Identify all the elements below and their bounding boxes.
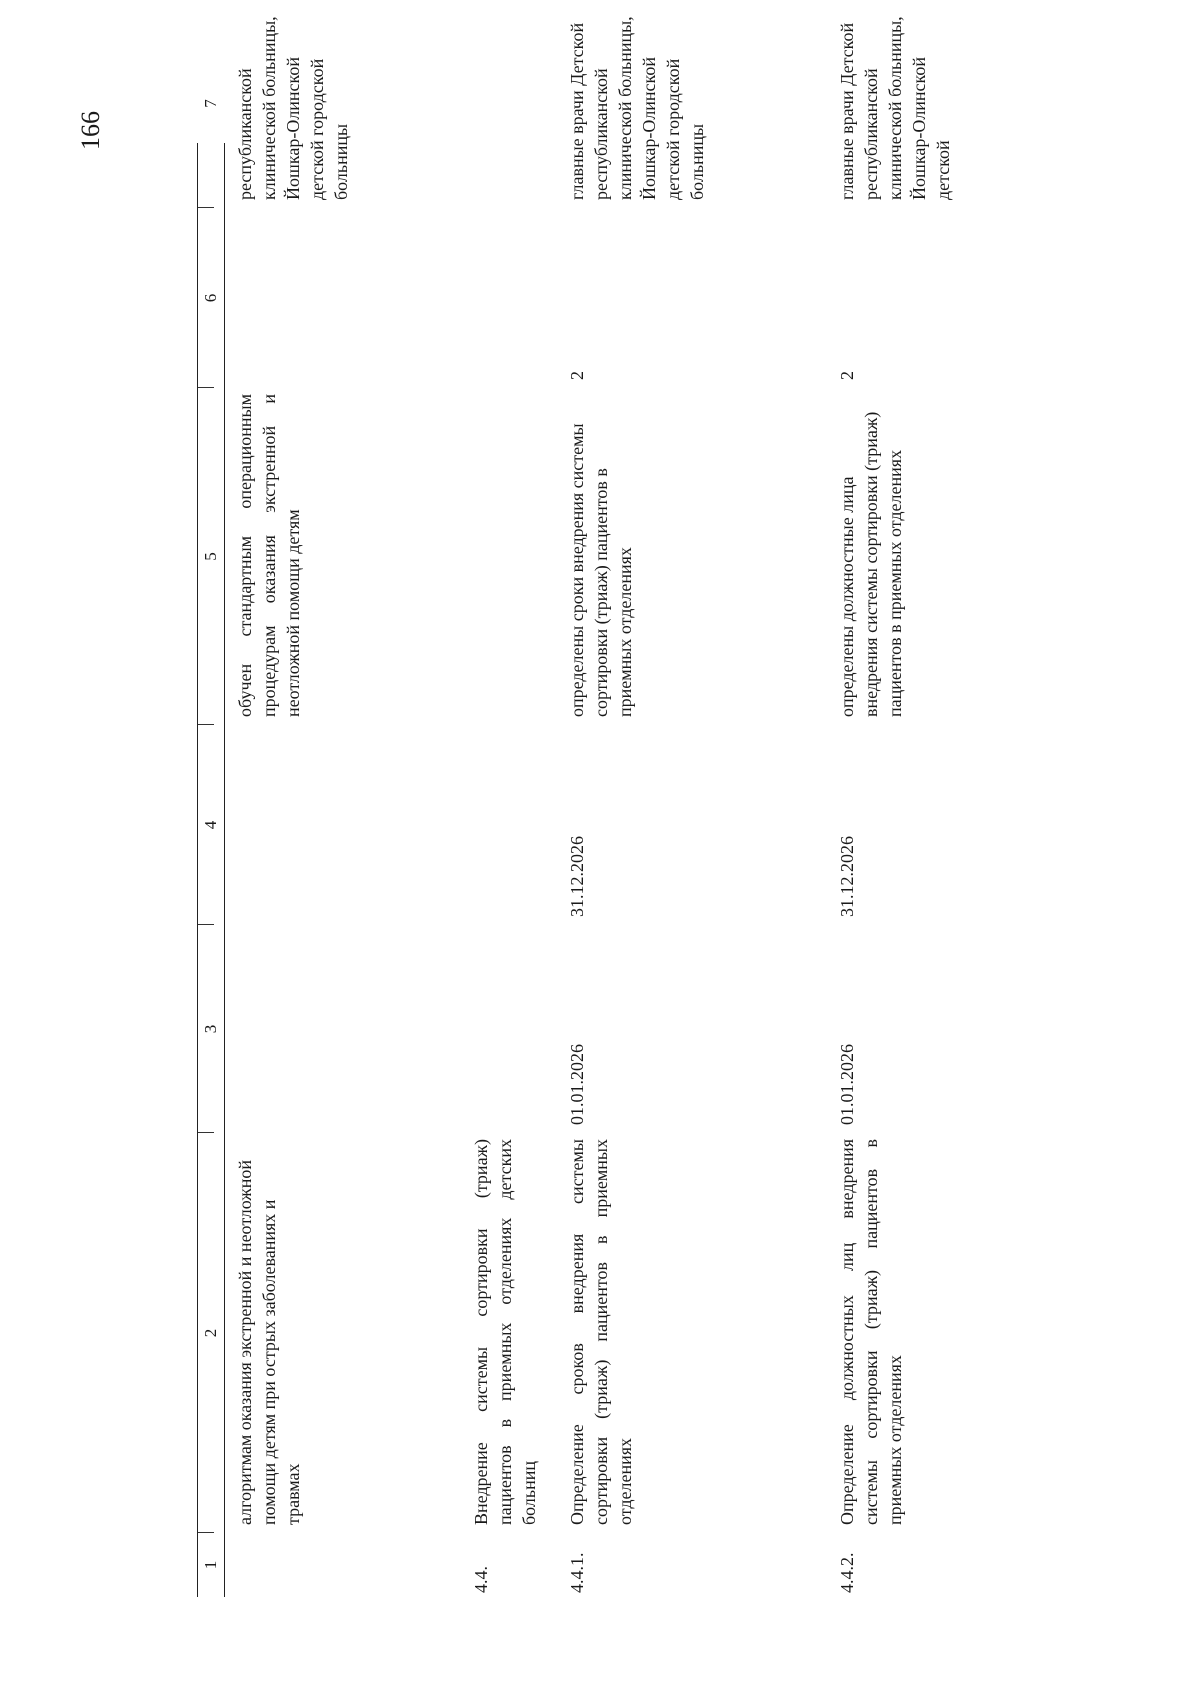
row-number	[233, 1533, 469, 1597]
end-date	[469, 725, 565, 925]
row-number: 4.4.	[471, 1566, 491, 1593]
table-row	[565, 16, 835, 1597]
page-number: 166	[76, 111, 105, 150]
col6-value: 2	[567, 371, 587, 380]
header-col-1: 1	[201, 1560, 220, 1570]
event-description: Определение сроков внедрения системы сортировки (триаж) пациентов в приемных отделениях	[567, 1139, 635, 1525]
table-header-row	[197, 99, 225, 1597]
header-col-3: 3	[198, 925, 224, 1133]
expected-result: определены сроки внедрения системы сортировки (триаж) пациентов в приемных отделениях	[567, 423, 635, 717]
event-description: алгоритмам оказания экстренной и неотложной помощи детям при острых заболеваниях и травмах	[235, 1160, 303, 1525]
expected-result: обучен стандартным операционным процедурам оказания экстренной и неотложной помощи детям	[235, 394, 303, 717]
expected-result	[469, 388, 565, 725]
start-date	[469, 925, 565, 1133]
event-description: Внедрение системы сортировки (триаж) пациентов в приемных отделениях детских больниц	[471, 1139, 539, 1525]
table-row	[835, 16, 955, 1597]
table-row	[225, 16, 469, 1597]
col6-value	[233, 208, 469, 388]
responsible-persons: главные врачи Детской республиканской клинической больницы, Йошкар-Олинской детской городской больницы	[567, 16, 707, 200]
end-date	[233, 725, 469, 925]
expected-result: определены должностные лица внедрения системы сортировки (триаж) пациентов в приемных отделениях	[837, 411, 905, 717]
header-col-5: 5	[198, 388, 224, 725]
row-number: 4.4.2.	[837, 1552, 857, 1593]
responsible-persons: республиканской клинической больницы, Йошкар-Олинской детской городской больницы	[235, 16, 351, 200]
start-date	[233, 925, 469, 1133]
responsible-persons	[469, 0, 565, 208]
responsible-persons: главные врачи Детской республиканской клинической больницы, Йошкар-Олинской детской	[837, 16, 953, 200]
header-col-4: 4	[198, 725, 224, 925]
end-date: 31.12.2026	[567, 836, 587, 917]
header-col-6: 6	[198, 208, 224, 388]
event-description: Определение должностных лиц внедрения системы сортировки (триаж) пациентов в приемных отделениях	[837, 1139, 905, 1525]
plan-table	[197, 16, 955, 1597]
col6-value	[469, 208, 565, 388]
table-row	[469, 143, 565, 1597]
header-col-7: 7	[198, 0, 224, 208]
col6-value: 2	[837, 371, 857, 380]
row-number: 4.4.1.	[567, 1552, 587, 1593]
end-date: 31.12.2026	[837, 836, 857, 917]
start-date: 01.01.2026	[567, 1044, 587, 1125]
start-date: 01.01.2026	[837, 1044, 857, 1125]
header-col-2: 2	[198, 1133, 224, 1533]
